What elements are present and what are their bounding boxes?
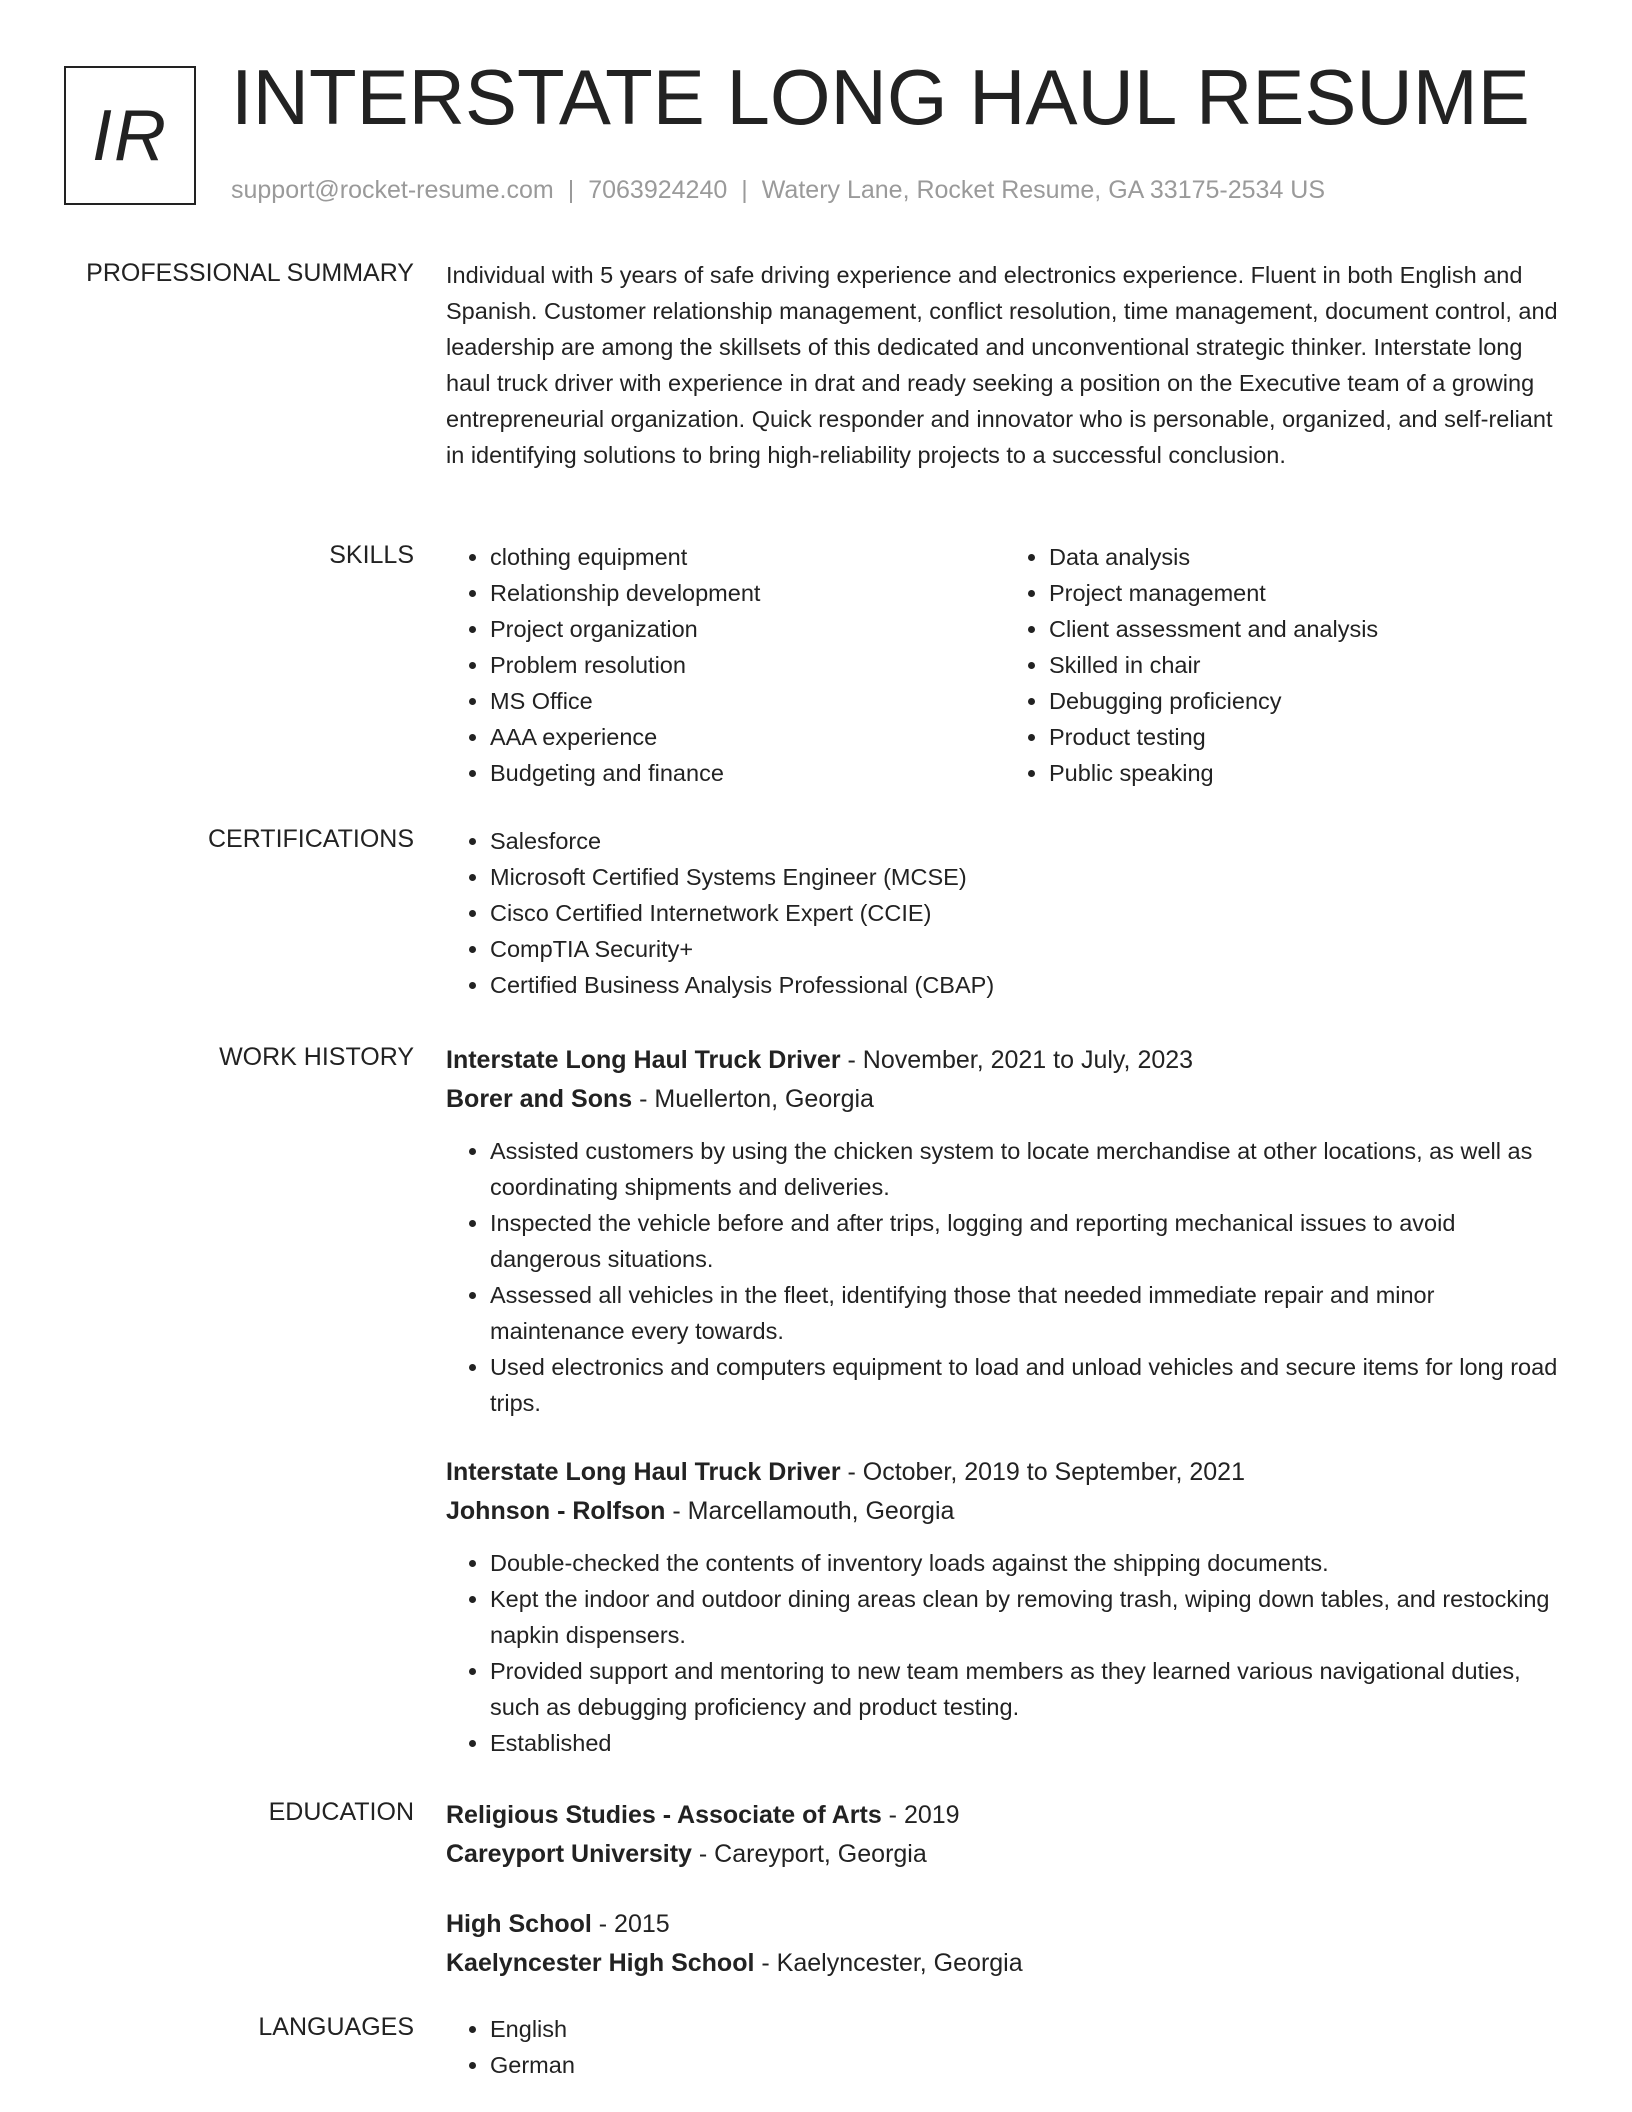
job-dates: - November, 2021 to July, 2023 [840,1046,1194,1074]
job-title-line [446,1453,1564,1492]
contact-separator: | [567,176,575,204]
job-bullets [446,1545,1564,1761]
certification-item: • Cisco Certified Internetwork Expert (CCIE) [490,895,1564,931]
degree: Religious Studies - Associate of Arts [446,1801,882,1829]
job-bullet: • Kept the indoor and outdoor dining areas clean by removing trash, wiping down tables, and restocking napkin dispensers. [490,1581,1564,1653]
school: Kaelyncester High School [446,1949,755,1977]
contact-phone[interactable]: 7063924240 [588,176,728,204]
job-bullets [446,1133,1564,1421]
summary-heading: PROFESSIONAL SUMMARY [86,259,414,287]
skill-item: • Skilled in chair [1049,647,1564,683]
job-bullet: • Assisted customers by using the chicken system to locate merchandise at other locations, as well as coordinating shipments and deliveries. [490,1133,1564,1205]
certifications-list [446,823,1564,1003]
language-item: • German [490,2047,1564,2083]
language-item: • English [490,2011,1564,2047]
job-bullet: • Inspected the vehicle before and after trips, logging and reporting mechanical issues to avoid dangerous situations. [490,1205,1564,1277]
job-title-line [446,1041,1564,1080]
skill-item: • Relationship development [490,575,1005,611]
contact-address: Watery Lane, Rocket Resume, GA 33175-2534 US [761,176,1326,204]
skill-item: • Product testing [1049,719,1564,755]
job-dates: - October, 2019 to September, 2021 [840,1458,1245,1486]
school-line [446,1944,1564,1983]
job-title: Interstate Long Haul Truck Driver [446,1458,841,1486]
skill-item: • Budgeting and finance [490,755,1005,791]
skill-item: • Public speaking [1049,755,1564,791]
skill-item: • MS Office [490,683,1005,719]
job-entry [446,1041,1564,1421]
resume-title: INTERSTATE LONG HAUL RESUME [231,53,1530,141]
languages-list [446,2011,1564,2083]
job-bullet: • Double-checked the contents of inventory loads against the shipping documents. [490,1545,1564,1581]
skill-item: • Client assessment and analysis [1049,611,1564,647]
degree-line [446,1905,1564,1944]
skills-heading: SKILLS [329,541,414,569]
graduation-year: - 2019 [881,1801,960,1829]
job-bullet: • Provided support and mentoring to new team members as they learned various navigational duties, such as debugging proficiency and product testing. [490,1653,1564,1725]
skill-item: • Project management [1049,575,1564,611]
school: Careyport University [446,1840,692,1868]
school-location: - Careyport, Georgia [691,1840,927,1868]
education-entry [446,1796,1564,1874]
job-company: Borer and Sons [446,1085,633,1113]
education-entry [446,1905,1564,1983]
skill-item: • Data analysis [1049,539,1564,575]
work-history-heading: WORK HISTORY [219,1043,414,1071]
job-bullet: • Established [490,1725,1564,1761]
contact-email[interactable]: support@rocket-resume.com [231,176,554,204]
skill-item: • Problem resolution [490,647,1005,683]
graduation-year: - 2015 [591,1910,670,1938]
skills-list-right [1005,539,1564,791]
skill-item: • Debugging proficiency [1049,683,1564,719]
school-line [446,1835,1564,1874]
job-bullet: • Used electronics and computers equipment to load and unload vehicles and secure items for long road trips. [490,1349,1564,1421]
certifications-heading: CERTIFICATIONS [207,825,414,853]
languages-heading: LANGUAGES [258,2013,414,2041]
skills-list-left [446,539,1005,791]
certification-item: • Certified Business Analysis Professional (CBAP) [490,967,1564,1003]
job-location: - Marcellamouth, Georgia [665,1497,955,1525]
contact-separator: | [741,176,748,204]
job-company-line [446,1492,1564,1531]
school-location: - Kaelyncester, Georgia [754,1949,1023,1977]
certification-item: • Salesforce [490,823,1564,859]
certification-item: • Microsoft Certified Systems Engineer (MCSE) [490,859,1564,895]
monogram-logo: IR [64,66,196,205]
job-entry [446,1453,1564,1761]
certification-item: • CompTIA Security+ [490,931,1564,967]
job-title: Interstate Long Haul Truck Driver [446,1046,841,1074]
summary-text: Individual with 5 years of safe driving experience and electronics experience. Fluent in both English and Spanish. Customer relationship management, conflict resolution, time management, document control, and leadership are among the skillsets of this dedicated and unconventional strategic thinker. Interstate long haul truck driver with experience in drat and ready seeking a position on the Executive team of a growing entrepreneurial organization. Quick responder and innovator who is personable, organized, and self-reliant in identifying solutions to bring high-reliability projects to a successful conclusion. [446,262,1558,468]
job-company: Johnson - Rolfson [446,1497,666,1525]
contact-line [231,176,1325,205]
skill-item: • clothing equipment [490,539,1005,575]
job-bullet: • Assessed all vehicles in the fleet, identifying those that needed immediate repair and minor maintenance every towards. [490,1277,1564,1349]
education-heading: EDUCATION [268,1798,414,1826]
job-company-line [446,1080,1564,1119]
skill-item: • AAA experience [490,719,1005,755]
degree-line [446,1796,1564,1835]
skill-item: • Project organization [490,611,1005,647]
degree: High School [446,1910,592,1938]
job-location: - Muellerton, Georgia [632,1085,874,1113]
